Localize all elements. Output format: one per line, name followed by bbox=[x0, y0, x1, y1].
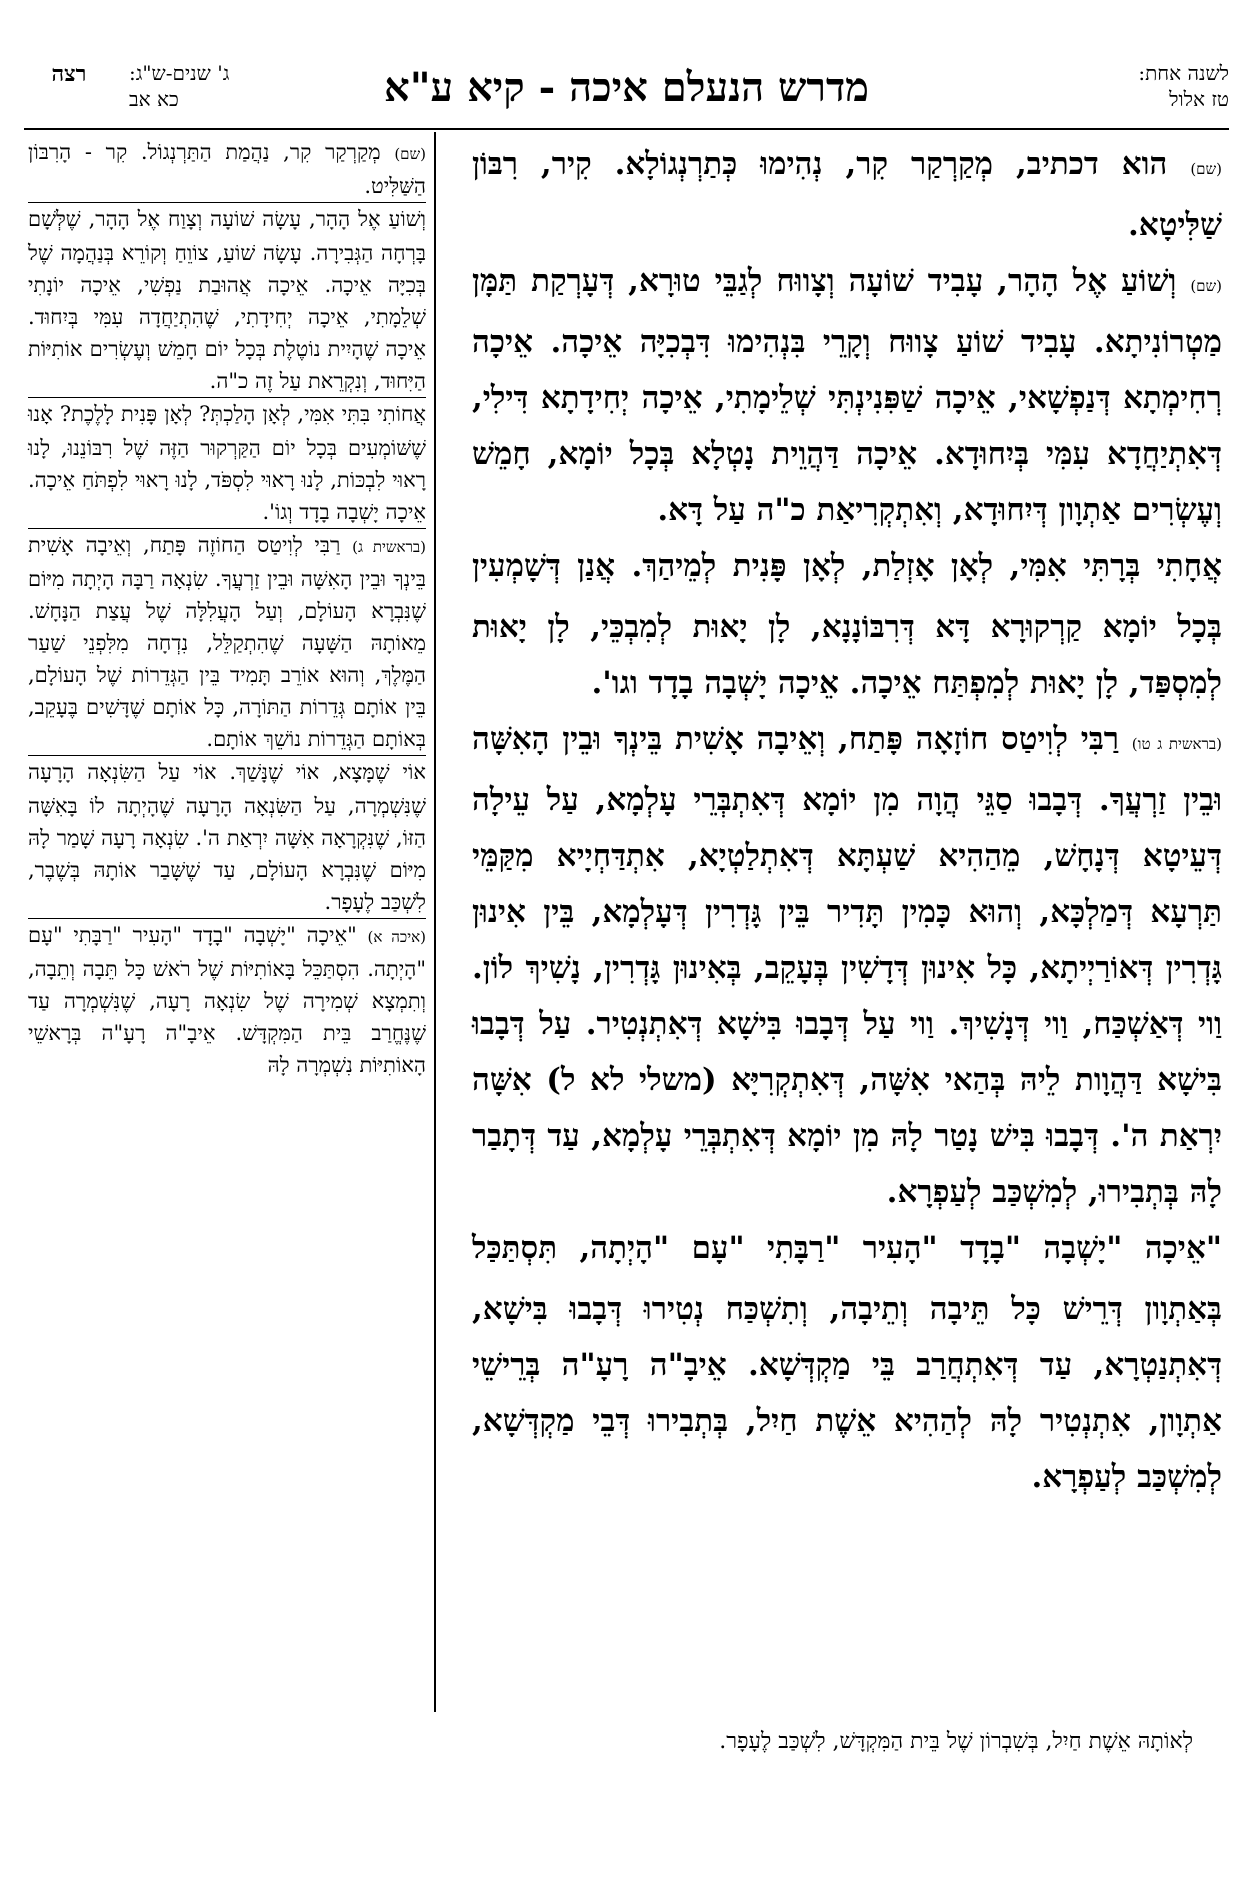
paragraph-text: "אֵיכָה "יָשְׁבָה "בָדָד "הָעִיר "רַבָּתִי "עָם "הָיְתָה, תִּסְתַּכַּל בְּאַתְוָון דְּרֵישׁ כָּל תֵּיבָה וְתֵיבָה, וְתִשְׁכַּח נְטִירוּ דְּבָבוּ בִּישָׁא, דְּאִתְנַטְרָא, עַד דְּאִתְחֲרַב בֵּי מַקְדְּשָׁא. אֵיבָ"ה רָעָ"ה בְּרֵישֵׁי אַתְוָון, אִתְנְטִיר לָהּ לְהַהִיא אֵשֶׁת חַיִל, בְּתְבִירוּ דְּבֵי מַקְדְּשָׁא, לְמִשְׁכַּב לְעַפְרָא. bbox=[472, 1230, 1222, 1495]
paragraph-text: אֲחוֹתִי בִּתִּי אִמִּי, לְאָן הָלַכְתְּ? לְאָן פָּנִית לָלֶכֶת? אָנוּ שֶׁשּׁוֹמְעִים בְּכָל יוֹם הַקַּרְקוּר הַזֶּה שֶׁל רִבּוֹנֵנוּ, לָנוּ רָאוּי לִבְכּוֹת, לָנוּ רָאוּי לִסְפֹּד, לָנוּ רָאוּי לִפְתֹּחַ אֵיכָה. אֵיכָה יָשְׁבָה בָדָד וְגוֹ'. bbox=[28, 402, 426, 524]
daily-label: לשנה אחת: bbox=[1138, 61, 1229, 85]
paragraph-text: "אֵיכָה "יָשְׁבָה "בָדָד "הָעִיר "רַבָּתִי "עָם "הָיְתָה. הִסְתַּכֵּל בָּאוֹתִיּוֹת שֶׁל רֹאשׁ כָּל תֵּבָה וְתֵבָה, וְתִמְצָא שְׁמִירָה שֶׁל שִׂנְאָה רָעָה, שֶׁנִּשְׁמְרָה עַד שֶׁנֶּחֱרַב בֵּית הַמִּקְדָּשׁ. אֵיבָ"ה רָעָ"ה בְּרָאשֵׁי הָאוֹתִיּוֹת נִשְׁמְרָה לָהּ bbox=[28, 923, 426, 1077]
daily-date: טז אלול bbox=[1169, 87, 1229, 111]
translation-paragraph bbox=[28, 136, 426, 202]
translation-paragraph bbox=[28, 528, 426, 755]
main-paragraph bbox=[472, 538, 1222, 711]
page-title: מדרש הנעלם איכה - קיא ע"א bbox=[384, 64, 869, 111]
source-reference: (שם) bbox=[1190, 277, 1222, 295]
source-reference: (שם) bbox=[394, 145, 426, 163]
main-paragraph bbox=[472, 711, 1222, 1220]
translation-paragraph bbox=[28, 397, 426, 528]
main-paragraph bbox=[472, 136, 1222, 253]
column-divider bbox=[434, 132, 436, 1712]
main-text-column bbox=[472, 136, 1222, 1505]
translation-paragraph bbox=[28, 202, 426, 397]
main-paragraph bbox=[472, 253, 1222, 538]
translation-column bbox=[28, 136, 426, 1081]
translation-paragraph bbox=[28, 918, 426, 1081]
paragraph-text: מְקַרְקַר קִר, נַהֲמַת הַתַּרְנְגוֹל. קִר - הָרִבּוֹן הַשַּׁלִּיט. bbox=[28, 140, 426, 198]
paragraph-text: אֲחָתִי בְּרָתִּי אִמִּי, לְאָן אָזְלַת, לְאָן פָּנִית לְמֵיהַךְ. אֲנַן דְּשָׁמְעִין בְּכָל יוֹמָא קַרְקוּרָא דָּא דְּרִבּוֹנָנָא, לָן יָאוּת לְמִבְכֵּי, לָן יָאוּת לְמִסְפַּד, לָן יָאוּת לְמִפְתַּח אֵיכָה. אֵיכָה יָשְׁבָה בָדָד וגו'. bbox=[472, 548, 1222, 701]
source-reference: (איכה א) bbox=[367, 928, 426, 946]
three-year-schedule bbox=[129, 60, 299, 112]
paragraph-text: אוֹי שֶׁמָּצָא, אוֹי שֶׁנָּשַׁךְ. אוֹי עַל הַשִּׂנְאָה הָרָעָה שֶׁנִּשְׁמְרָה, עַל הַשִּׂנְאָה הָרָעָה שֶׁהָיְתָה לוֹ בָּאִשָּׁה הַזּוֹ, שֶׁנִּקְרָאָה אִשָּׁה יִרְאַת ה'. שִׂנְאָה רָעָה שָׁמַר לָהּ מִיּוֹם שֶׁנִּבְרָא הָעוֹלָם, עַד שֶׁשָּׁבַר אוֹתָהּ בְּשֶׁבֶר, לִשְׁכַּב לֶעָפָר. bbox=[28, 760, 426, 914]
continuation-line: לְאוֹתָהּ אֵשֶׁת חַיִל, בְּשִׁבְרוֹן שֶׁל בֵּית הַמִּקְדָּשׁ, לִשְׁכַּב לֶעָפָר. bbox=[719, 1729, 1193, 1754]
source-reference: (בראשית ג טו) bbox=[1131, 735, 1223, 753]
three-year-label: ג' שנים-ש"ג: bbox=[129, 61, 230, 85]
paragraph-text: וְשׁוֹעַ אֶל הָהָר, עָשָׂה שׁוֹעָה וְצָוַח אֶל הָהָר, שֶׁלְּשָׁם בָּרְחָה הַגְּבִירָה. עָשָׂה שׁוֹעַ, צוֹוֵחַ וְקוֹרֵא בְּנַהֲמָה שֶׁל בְּכִיָּה אֵיכָה. אֵיכָה אֲהוּבַת נַפְשִׁי, אֵיכָה יוֹנָתִי שְׁלֵמָתִי, אֵיכָה יְחִידָתִי, שֶׁהִתְיַחֲדָה עִמִּי בְּיִחוּד. אֵיכָה שֶׁהָיִית נוֹטֶלֶת בְּכָל יוֹם חָמֵשׁ וְעֶשְׂרִים אוֹתִיּוֹת הַיִּחוּד, וְנִקְרֵאת עַל זֶה כ"ה. bbox=[28, 207, 426, 393]
main-paragraph bbox=[472, 1220, 1222, 1505]
paragraph-text: וְשׁוֹעַ אֶל הָהָר, עָבִיד שׁוֹעָה וְצָווּח לְגַבֵּי טוּרָא, דְּעָרְקַת תַּמָּן מַטְרוֹנִיתָא. עָבִיד שׁוֹעַ צָווּח וְקָרֵי בִּנְהִימוּ דִּבְכִיָּה אֵיכָה. אֵיכָה רְחִימְתָא דְּנַפְשָׁאי, אֵיכָה שַׁפִּנִינְתִּי שְׁלֵימָתִי, אֵיכָה יְחִידָתָא דִּילִי, דְּאִתְיַחֲדָא עִמִּי בְּיִחוּדָא. אֵיכָה דַּהֲוֵית נָטְלָא בְּכָל יוֹמָא, חָמֵשׁ וְעֶשְׂרִים אַתְוָון דְּיִחוּדָא, וְאִתְקְרִיאַת כ"ה עַל דָּא. bbox=[472, 263, 1222, 528]
header-divider bbox=[24, 128, 1229, 130]
source-reference: (בראשית ג) bbox=[352, 538, 426, 556]
source-reference: (שם) bbox=[1190, 160, 1222, 178]
page-number: רצה bbox=[51, 61, 87, 87]
three-year-date: כא אב bbox=[129, 87, 179, 111]
translation-paragraph bbox=[28, 755, 426, 918]
paragraph-text: רַבִּי לְוִיטַס חוֹזָאָה פָּתַח, וְאֵיבָה אָשִׁית בֵּינְךָ וּבֵין הָאִשָּׁה וּבֵין זַרְעֲךָ. דְּבָבוּ סַגֵּי הֲוָה מִן יוֹמָא דְּאִתְבְּרֵי עָלְמָא, עַל עֵילָה דְּעֵיטָא דְּנָחָשׁ, מֵהַהִיא שַׁעְתָּא דְּאִתְלַטְיָא, אִתְדַּחְיָיא מִקַּמֵּי תַּרְעָא דְּמַלְכָּא, וְהוּא כָּמִין תָּדִיר בֵּין גָּדְרִין דְּעָלְמָא, בֵּין אִינוּן גָּדְרִין דְּאוֹרַיְיתָא, כָּל אִינוּן דְּדָשִׁין בְּעָקֵב, בְּאִינוּן גָּדְרִין, נָשִׁיךְ לוֹן. וַוי דְּאַשְׁכַּח, וַוי דְּנָשִׁיךְ. וַוי עַל דְּבָבוּ בִּישָׁא דְּאִתְנְטִיר. עַל דְּבָבוּ בִּישָׁא דַּהֲוָות לֵיהּ בְּהַאי אִשָּׁה, דְּאִתְקְרִיָּא (משלי לא ל) אִשָּׁה יִרְאַת ה'. דְּבָבוּ בִּישׁ נָטַר לָהּ מִן יוֹמָא דְּאִתְבְּרֵי עָלְמָא, עַד דְּתָבַר לָהּ בְּתְבִירוּ, לְמִשְׁכַּב לְעַפְרָא. bbox=[472, 721, 1222, 1210]
paragraph-text: הוא דכתיב, מְקַרְקַר קִר, נְהִימוּ כְּתַרְנְגוֹלָא. קִיר, רִבּוֹן שַׁלִּיטָא. bbox=[472, 146, 1222, 243]
paragraph-text: רַבִּי לְוִיטַס הַחוֹזֶה פָּתַח, וְאֵיבָה אָשִׁית בֵּינְךָ וּבֵין הָאִשָּׁה וּבֵין זַרְעֲךָ. שִׂנְאָה רַבָּה הָיְתָה מִיּוֹם שֶׁנִּבְרָא הָעוֹלָם, וְעַל הָעֲלִלָּה שֶׁל עֲצַת הַנָּחָשׁ. מֵאוֹתָהּ הַשָּׁעָה שֶׁהִתְקַלֵּל, נִדְחָה מִלִּפְנֵי שַׁעַר הַמֶּלֶךְ, וְהוּא אוֹרֵב תָּמִיד בֵּין הַגְּדֵרוֹת שֶׁל הָעוֹלָם, בֵּין אוֹתָם גְּדֵרוֹת הַתּוֹרָה, כָּל אוֹתָם שֶׁדָּשִׁים בֶּעָקֵב, בְּאוֹתָם הַגְּדֵרוֹת נוֹשֵׁךְ אוֹתָם. bbox=[28, 533, 426, 751]
